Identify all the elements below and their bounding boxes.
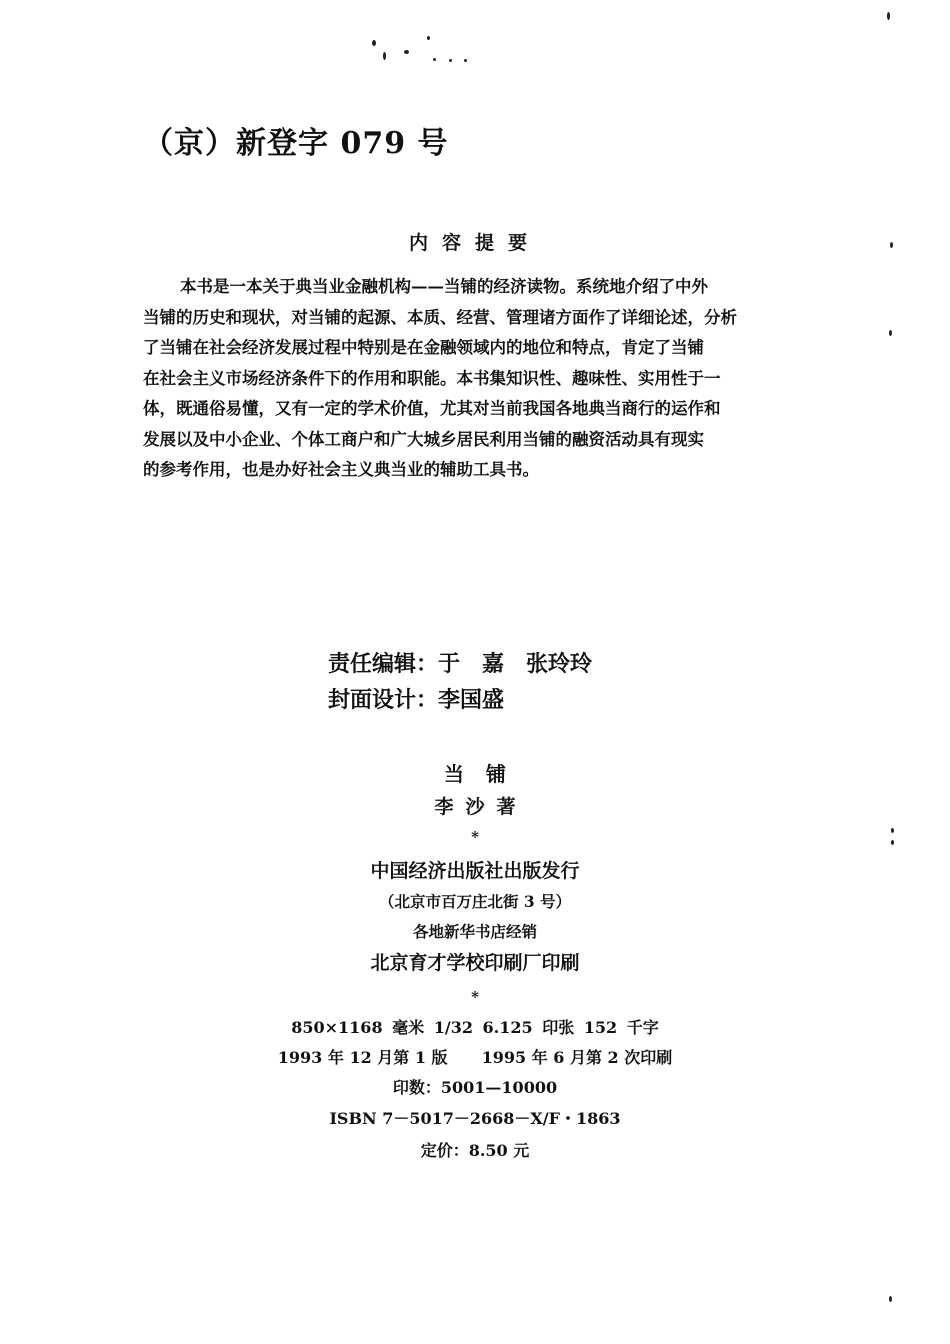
- credits: [328, 646, 592, 718]
- scan-speck: [427, 36, 430, 40]
- summary-line: 发展以及中小企业、个体工商户和广大城乡居民利用当铺的融资活动具有现实: [143, 429, 704, 449]
- publisher: 中国经济出版社出版发行: [370, 860, 580, 882]
- distributor: 各地新华书店经销: [412, 922, 537, 941]
- author: 李沙著: [434, 796, 528, 818]
- print-run: 印数：5001—10000: [392, 1078, 558, 1097]
- scan-speck: [889, 1296, 892, 1302]
- responsible-editor: 责任编辑：于 嘉 张玲玲: [328, 651, 593, 677]
- scan-speck: [889, 330, 892, 336]
- scan-speck: [464, 59, 467, 62]
- scan-speck: [887, 12, 890, 20]
- registration-number: （京）新登字 079 号: [143, 126, 449, 161]
- publisher-address: （北京市百万庄北街 3 号）: [378, 892, 572, 911]
- scan-speck: [404, 50, 409, 54]
- first-edition: 1993 年 12 月第 1 版: [277, 1048, 448, 1067]
- scan-speck: [383, 52, 386, 60]
- summary-line: 了当铺在社会经济发展过程中特别是在金融领域内的地位和特点，肯定了当铺: [143, 338, 704, 357]
- isbn: ISBN 7－5017－2668－X/F・1863: [329, 1109, 621, 1128]
- summary-line: 体，既通俗易懂，又有一定的学术价值，尤其对当前我国各地典当商行的运作和: [143, 399, 721, 418]
- cover-designer: 封面设计：李国盛: [328, 687, 505, 713]
- printer: 北京育才学校印刷厂印刷: [370, 952, 580, 974]
- summary-line: 的参考作用，也是办好社会主义典当业的辅助工具书。: [143, 460, 539, 479]
- scan-speck: [433, 58, 436, 61]
- second-printing: 1995 年 6 月第 2 次印刷: [481, 1048, 673, 1067]
- book-specs: 850×1168 毫米 1/32 6.125 印张 152 千字: [291, 1018, 659, 1037]
- edition-info: [0, 1045, 950, 1068]
- price: 定价：8.50 元: [420, 1141, 530, 1160]
- book-title: 当铺: [444, 762, 528, 786]
- summary-text: [143, 272, 793, 486]
- summary-line: 在社会主义市场经济条件下的作用和职能。本书集知识性、趣味性、实用性于一: [143, 368, 721, 388]
- separator-star: *: [471, 988, 479, 1006]
- summary-line: 本书是一本关于典当业金融机构——当铺的经济读物。系统地介绍了中外: [180, 277, 708, 296]
- summary-line: 当铺的历史和现状，对当铺的起源、本质、经营、管理诸方面作了详细论述，分析: [143, 307, 737, 327]
- scan-speck: [372, 40, 376, 46]
- summary-heading: 内容提要: [408, 232, 541, 254]
- scan-speck: [449, 59, 452, 62]
- separator-star: *: [471, 828, 479, 846]
